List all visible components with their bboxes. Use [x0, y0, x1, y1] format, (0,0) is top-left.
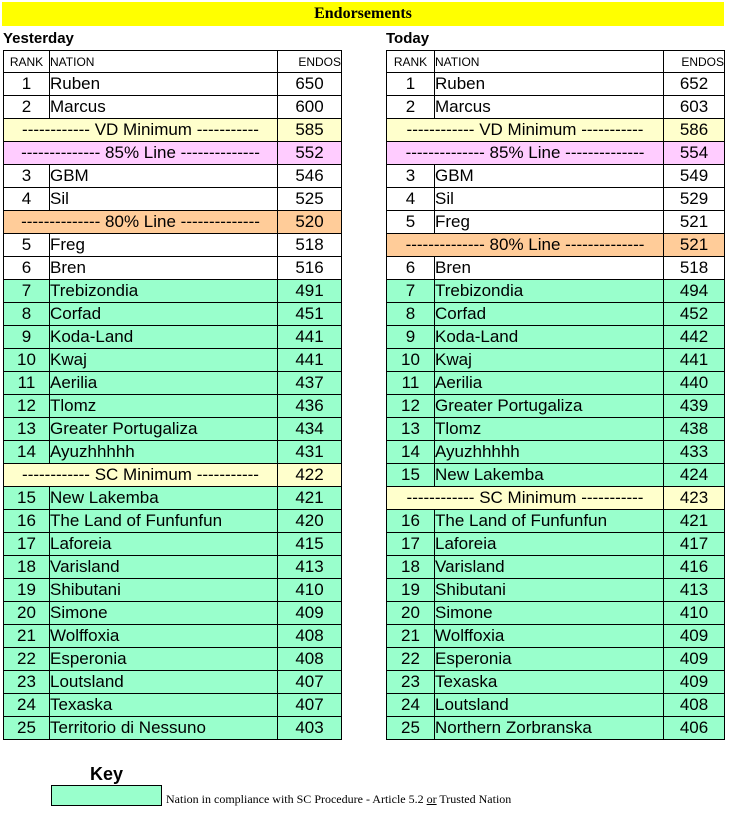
key-text-after: Trusted Nation: [436, 792, 512, 806]
endos-cell: 603: [664, 96, 725, 119]
endos-cell: 408: [278, 648, 342, 671]
table-row: [387, 349, 725, 372]
rank-cell: 15: [4, 487, 50, 510]
endos-cell: 408: [278, 625, 342, 648]
table-row: [4, 556, 342, 579]
endos-cell: 650: [278, 73, 342, 96]
endos-cell: 407: [278, 694, 342, 717]
endos-cell: 415: [278, 533, 342, 556]
rank-cell: 13: [4, 418, 50, 441]
nation-cell: Koda-Land: [435, 326, 664, 349]
threshold-row: [4, 464, 342, 487]
nation-cell: Northern Zorbranska: [435, 717, 664, 740]
endos-cell: 546: [278, 165, 342, 188]
rank-cell: 17: [387, 533, 435, 556]
rank-cell: 10: [4, 349, 50, 372]
nation-cell: Kwaj: [435, 349, 664, 372]
nation-cell: Corfad: [435, 303, 664, 326]
table-row: [4, 395, 342, 418]
table-row: [4, 73, 342, 96]
nation-cell: Bren: [435, 257, 664, 280]
table-row: [387, 257, 725, 280]
endos-cell: 585: [278, 119, 342, 142]
rank-cell: 2: [4, 96, 50, 119]
nation-cell: GBM: [50, 165, 278, 188]
rank-cell: 22: [4, 648, 50, 671]
nation-cell: Marcus: [50, 96, 278, 119]
endos-header: ENDOS: [664, 51, 725, 73]
endos-cell: 520: [278, 211, 342, 234]
endos-cell: 529: [664, 188, 725, 211]
table-row: [387, 510, 725, 533]
rank-cell: 21: [4, 625, 50, 648]
threshold-label: ------------ VD Minimum -----------: [4, 119, 278, 142]
endos-cell: 433: [664, 441, 725, 464]
nation-cell: Kwaj: [50, 349, 278, 372]
endos-cell: 440: [664, 372, 725, 395]
rank-cell: 10: [387, 349, 435, 372]
table-row: [387, 625, 725, 648]
today-label: Today: [386, 30, 430, 47]
nation-cell: Aerilia: [435, 372, 664, 395]
rank-cell: 25: [387, 717, 435, 740]
table-row: [387, 694, 725, 717]
nation-cell: GBM: [435, 165, 664, 188]
endos-cell: 451: [278, 303, 342, 326]
table-header: [4, 51, 342, 73]
endos-cell: 554: [664, 142, 725, 165]
table-row: [4, 717, 342, 740]
endos-cell: 434: [278, 418, 342, 441]
nation-cell: Simone: [50, 602, 278, 625]
key-text-or: or: [426, 792, 437, 806]
table-row: [387, 602, 725, 625]
table-header: [387, 51, 725, 73]
nation-cell: Territorio di Nessuno: [50, 717, 278, 740]
table-row: [4, 418, 342, 441]
nation-header: NATION: [50, 51, 278, 73]
threshold-label: ------------ SC Minimum -----------: [387, 487, 664, 510]
rank-cell: 13: [387, 418, 435, 441]
endos-cell: 421: [664, 510, 725, 533]
page-title: Endorsements: [2, 2, 724, 26]
table-row: [387, 188, 725, 211]
nation-cell: Loutsland: [435, 694, 664, 717]
rank-cell: 24: [387, 694, 435, 717]
endos-cell: 409: [664, 671, 725, 694]
table-row: [387, 372, 725, 395]
endos-cell: 424: [664, 464, 725, 487]
yesterday-label: Yesterday: [3, 30, 74, 47]
nation-cell: Koda-Land: [50, 326, 278, 349]
table-row: [4, 303, 342, 326]
key-text: [166, 792, 511, 807]
nation-cell: Loutsland: [50, 671, 278, 694]
table-row: [4, 326, 342, 349]
table-row: [387, 418, 725, 441]
rank-cell: 16: [4, 510, 50, 533]
table-row: [4, 510, 342, 533]
rank-cell: 12: [387, 395, 435, 418]
threshold-label: ------------ SC Minimum -----------: [4, 464, 278, 487]
rank-cell: 20: [4, 602, 50, 625]
rank-cell: 4: [4, 188, 50, 211]
nation-cell: Trebizondia: [50, 280, 278, 303]
rank-cell: 9: [387, 326, 435, 349]
rank-cell: 18: [4, 556, 50, 579]
endos-cell: 421: [278, 487, 342, 510]
rank-cell: 15: [387, 464, 435, 487]
table-row: [4, 625, 342, 648]
nation-cell: Ayuzhhhhh: [50, 441, 278, 464]
table-row: [4, 671, 342, 694]
endos-cell: 416: [664, 556, 725, 579]
endos-cell: 494: [664, 280, 725, 303]
rank-cell: 1: [4, 73, 50, 96]
threshold-row: [4, 119, 342, 142]
table-row: [4, 96, 342, 119]
nation-cell: Simone: [435, 602, 664, 625]
nation-cell: Esperonia: [50, 648, 278, 671]
table-row: [4, 188, 342, 211]
endos-cell: 409: [664, 648, 725, 671]
threshold-row: [387, 487, 725, 510]
table-row: [4, 349, 342, 372]
nation-cell: Ruben: [50, 73, 278, 96]
threshold-row: [4, 142, 342, 165]
endos-cell: 410: [278, 579, 342, 602]
endos-cell: 442: [664, 326, 725, 349]
nation-cell: Tlomz: [435, 418, 664, 441]
rank-cell: 1: [387, 73, 435, 96]
rank-cell: 23: [4, 671, 50, 694]
endos-cell: 423: [664, 487, 725, 510]
table-row: [4, 257, 342, 280]
rank-cell: 14: [4, 441, 50, 464]
endos-cell: 491: [278, 280, 342, 303]
threshold-label: -------------- 85% Line --------------: [4, 142, 278, 165]
table-row: [4, 579, 342, 602]
endos-cell: 552: [278, 142, 342, 165]
table-row: [4, 487, 342, 510]
nation-cell: Sil: [435, 188, 664, 211]
table-row: [387, 671, 725, 694]
threshold-label: ------------ VD Minimum -----------: [387, 119, 664, 142]
rank-cell: 18: [387, 556, 435, 579]
rank-cell: 8: [387, 303, 435, 326]
nation-cell: Ruben: [435, 73, 664, 96]
key-text-before: Nation in compliance with SC Procedure - Article 5.2: [166, 792, 427, 806]
nation-cell: New Lakemba: [435, 464, 664, 487]
endos-cell: 518: [278, 234, 342, 257]
nation-cell: Bren: [50, 257, 278, 280]
rank-cell: 7: [4, 280, 50, 303]
table-row: [387, 648, 725, 671]
table-row: [4, 648, 342, 671]
table-row: [387, 211, 725, 234]
nation-cell: Laforeia: [50, 533, 278, 556]
endos-cell: 436: [278, 395, 342, 418]
rank-cell: 3: [387, 165, 435, 188]
key-title: Key: [90, 764, 124, 784]
rank-cell: 20: [387, 602, 435, 625]
rank-cell: 21: [387, 625, 435, 648]
threshold-row: [387, 142, 725, 165]
threshold-row: [387, 234, 725, 257]
table-row: [387, 96, 725, 119]
rank-cell: 12: [4, 395, 50, 418]
yesterday-table: [3, 50, 342, 740]
rank-cell: 8: [4, 303, 50, 326]
nation-cell: New Lakemba: [50, 487, 278, 510]
nation-cell: Shibutani: [435, 579, 664, 602]
nation-cell: Texaska: [50, 694, 278, 717]
endos-cell: 431: [278, 441, 342, 464]
table-row: [387, 464, 725, 487]
endos-cell: 586: [664, 119, 725, 142]
rank-cell: 4: [387, 188, 435, 211]
rank-header: RANK: [387, 51, 435, 73]
endos-cell: 410: [664, 602, 725, 625]
nation-cell: Esperonia: [435, 648, 664, 671]
endos-cell: 437: [278, 372, 342, 395]
endos-cell: 516: [278, 257, 342, 280]
nation-cell: Wolffoxia: [435, 625, 664, 648]
threshold-row: [4, 211, 342, 234]
endos-cell: 422: [278, 464, 342, 487]
rank-cell: 14: [387, 441, 435, 464]
nation-cell: Shibutani: [50, 579, 278, 602]
table-row: [387, 280, 725, 303]
endos-cell: 407: [278, 671, 342, 694]
threshold-label: -------------- 80% Line --------------: [387, 234, 664, 257]
rank-cell: 2: [387, 96, 435, 119]
table-row: [4, 602, 342, 625]
table-row: [387, 556, 725, 579]
rank-cell: 25: [4, 717, 50, 740]
endos-cell: 600: [278, 96, 342, 119]
table-row: [4, 165, 342, 188]
endos-cell: 521: [664, 234, 725, 257]
key-swatch-green: [51, 785, 162, 806]
nation-cell: Trebizondia: [435, 280, 664, 303]
rank-cell: 3: [4, 165, 50, 188]
nation-cell: Corfad: [50, 303, 278, 326]
nation-cell: The Land of Funfunfun: [50, 510, 278, 533]
endos-cell: 452: [664, 303, 725, 326]
endos-cell: 403: [278, 717, 342, 740]
table-row: [4, 234, 342, 257]
table-row: [4, 280, 342, 303]
rank-cell: 5: [387, 211, 435, 234]
nation-header: NATION: [435, 51, 664, 73]
rank-cell: 6: [4, 257, 50, 280]
endos-cell: 439: [664, 395, 725, 418]
endos-cell: 413: [664, 579, 725, 602]
rank-cell: 19: [387, 579, 435, 602]
rank-header: RANK: [4, 51, 50, 73]
endos-cell: 417: [664, 533, 725, 556]
table-row: [4, 372, 342, 395]
endos-cell: 652: [664, 73, 725, 96]
nation-cell: Freg: [50, 234, 278, 257]
threshold-row: [387, 119, 725, 142]
nation-cell: Freg: [435, 211, 664, 234]
rank-cell: 6: [387, 257, 435, 280]
rank-cell: 11: [4, 372, 50, 395]
threshold-label: -------------- 80% Line --------------: [4, 211, 278, 234]
table-row: [387, 303, 725, 326]
threshold-label: -------------- 85% Line --------------: [387, 142, 664, 165]
table-row: [4, 441, 342, 464]
endos-cell: 413: [278, 556, 342, 579]
endos-cell: 406: [664, 717, 725, 740]
table-row: [4, 533, 342, 556]
nation-cell: Aerilia: [50, 372, 278, 395]
table-row: [387, 326, 725, 349]
nation-cell: Wolffoxia: [50, 625, 278, 648]
nation-cell: Greater Portugaliza: [435, 395, 664, 418]
rank-cell: 5: [4, 234, 50, 257]
endos-cell: 408: [664, 694, 725, 717]
endos-cell: 409: [664, 625, 725, 648]
nation-cell: Varisland: [435, 556, 664, 579]
table-row: [387, 73, 725, 96]
endos-cell: 441: [278, 326, 342, 349]
rank-cell: 24: [4, 694, 50, 717]
endos-cell: 441: [664, 349, 725, 372]
table-row: [4, 694, 342, 717]
endos-cell: 549: [664, 165, 725, 188]
endos-cell: 521: [664, 211, 725, 234]
table-row: [387, 441, 725, 464]
nation-cell: The Land of Funfunfun: [435, 510, 664, 533]
nation-cell: Tlomz: [50, 395, 278, 418]
table-row: [387, 717, 725, 740]
rank-cell: 17: [4, 533, 50, 556]
table-row: [387, 579, 725, 602]
table-row: [387, 165, 725, 188]
rank-cell: 22: [387, 648, 435, 671]
today-table: [386, 50, 725, 740]
nation-cell: Laforeia: [435, 533, 664, 556]
rank-cell: 16: [387, 510, 435, 533]
table-row: [387, 395, 725, 418]
nation-cell: Texaska: [435, 671, 664, 694]
rank-cell: 11: [387, 372, 435, 395]
nation-cell: Greater Portugaliza: [50, 418, 278, 441]
rank-cell: 7: [387, 280, 435, 303]
endos-cell: 525: [278, 188, 342, 211]
rank-cell: 9: [4, 326, 50, 349]
endos-cell: 409: [278, 602, 342, 625]
endos-cell: 441: [278, 349, 342, 372]
endos-cell: 518: [664, 257, 725, 280]
rank-cell: 19: [4, 579, 50, 602]
endos-header: ENDOS: [278, 51, 342, 73]
rank-cell: 23: [387, 671, 435, 694]
nation-cell: Marcus: [435, 96, 664, 119]
endos-cell: 420: [278, 510, 342, 533]
endos-cell: 438: [664, 418, 725, 441]
nation-cell: Sil: [50, 188, 278, 211]
nation-cell: Varisland: [50, 556, 278, 579]
table-row: [387, 533, 725, 556]
nation-cell: Ayuzhhhhh: [435, 441, 664, 464]
